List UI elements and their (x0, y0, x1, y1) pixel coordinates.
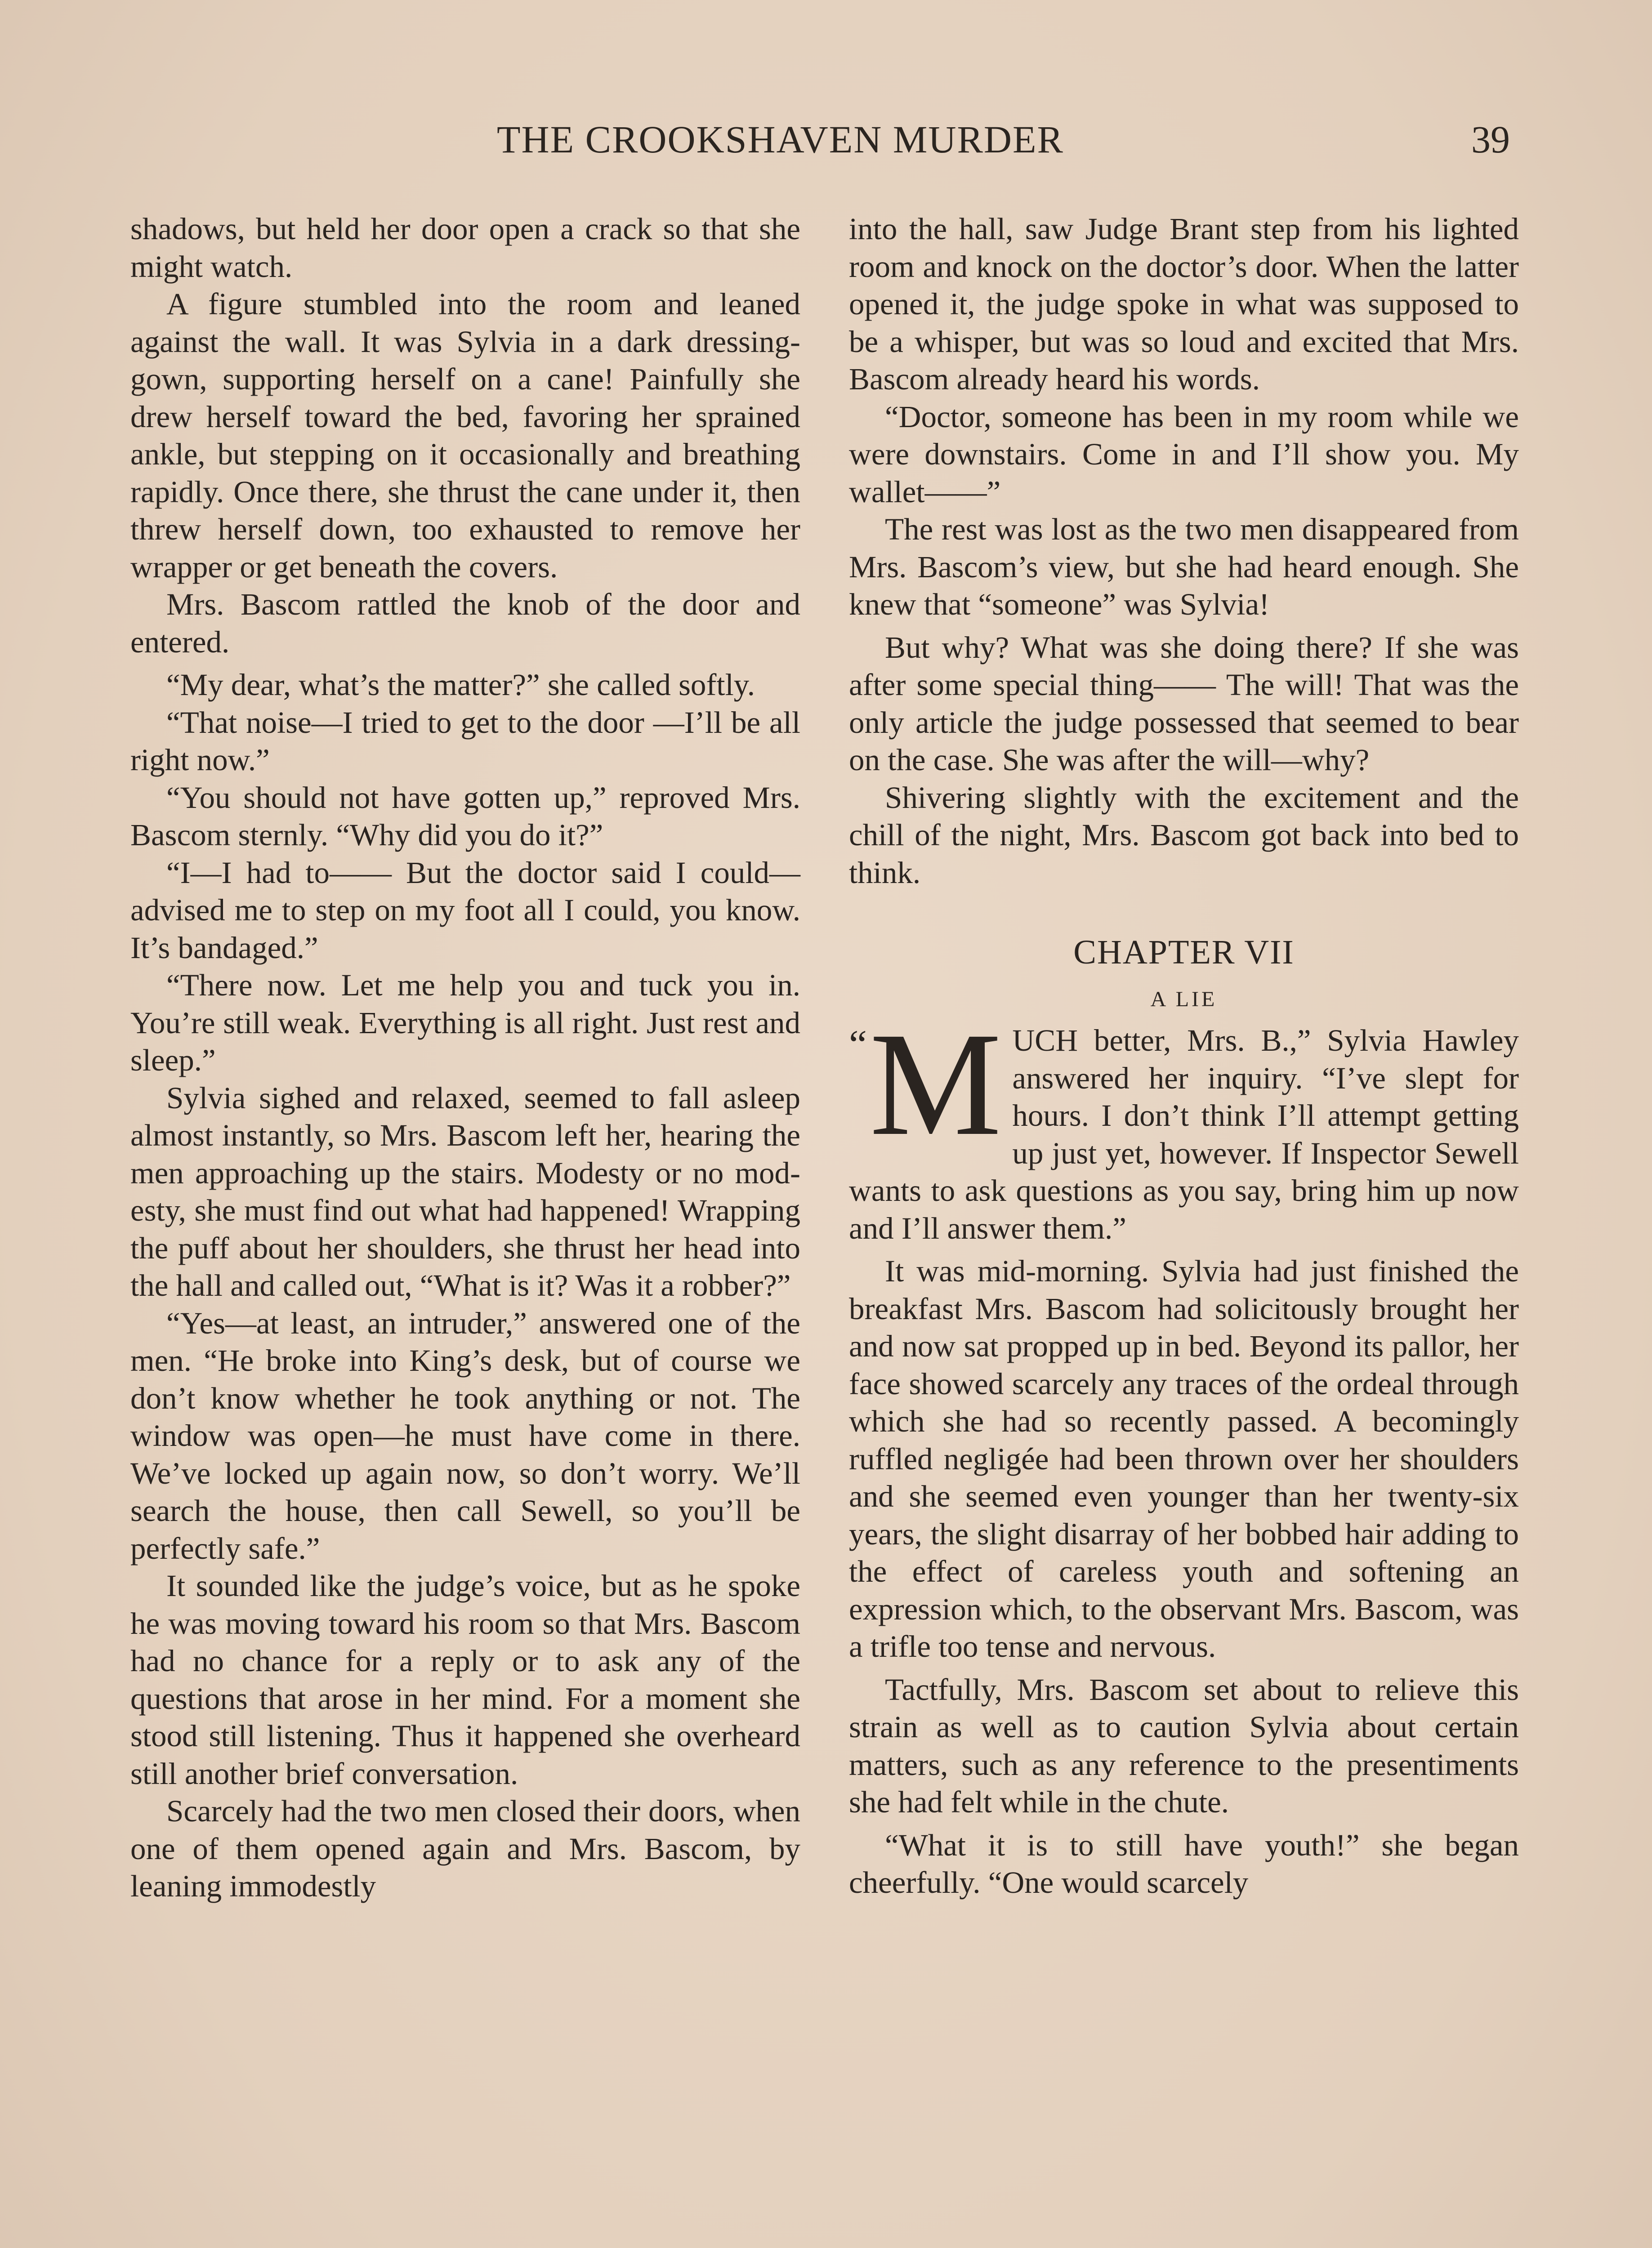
running-title: THE CROOKSHAVEN MURDER (497, 118, 1064, 161)
body-paragraph: It sounded like the judge’s voice, but as he spoke he was moving toward his room so that Mrs. Bascom had no chance for a reply or to ask any of the questions that arose in her mind. For a moment she stood still listening. Thus it happened she overheard still another brief conversation. (130, 1569, 800, 1791)
body-paragraph: Tactfully, Mrs. Bascom set about to relieve this strain as well as to caution Sylvia about certain matters, such as any reference to the presentiments she had felt while in the chute. (849, 1672, 1519, 1819)
body-paragraph: It was mid-morning. Sylvia had just finished the breakfast Mrs. Bascom had solicitously brought her and now sat propped up in bed. Beyond its pallor, her face showed scarcely any traces of the ordeal through which she had so recently passed. A becomingly ruffled negligée had been thrown over her shoulders and she seemed even younger than her twenty-six years, the slight disarray of her bobbed hair adding to the effect of careless youth and softening an expression which, to the observant Mrs. Bascom, was a trifle too tense and nervous. (849, 1254, 1519, 1664)
body-paragraph: “That noise—I tried to get to the door —I’ll be all right now.” (130, 705, 800, 777)
dropcap-quote: “ (849, 1022, 867, 1067)
body-paragraph: “My dear, what’s the matter?” she called softly. (166, 668, 755, 702)
chapter-opening-paragraph (849, 1002, 1519, 1247)
body-paragraph: shadows, but held her door open a crack so that she might watch. (130, 212, 800, 284)
chapter-subtitle: A LIE (1150, 987, 1218, 1011)
chapter-heading: CHAPTER VII (1073, 933, 1295, 971)
page-number: 39 (1471, 118, 1510, 161)
body-paragraph: The rest was lost as the two men disappeared from Mrs. Bascom’s view, but she had heard enough. She knew that “someone” was Sylvia! (849, 512, 1519, 621)
body-paragraph: Shivering slightly with the excitement and the chill of the night, Mrs. Bascom got back into bed to think. (849, 780, 1519, 890)
body-paragraph: “Yes—at least, an intruder,” answered one of the men. “He broke into King’s desk, but of course we don’t know whether he took anything or not. The window was open—he must have come in there. We’ve locked up again now, so don’t worry. We’ll search the house, then call Sewell, so you’ll be perfectly safe.” (130, 1306, 800, 1566)
body-paragraph: “You should not have gotten up,” reproved Mrs. Bascom sternly. “Why did you do it?” (130, 780, 800, 852)
body-paragraph: A figure stumbled into the room and leaned against the wall. It was Sylvia in a dark dressing-gown, supporting herself on a cane! Painfully she drew herself toward the bed, favoring her sprained ankle, but stepping on it occasionally and breathing rapidly. Once there, she thrust the cane under it, then threw herself down, too exhausted to remove her wrapper or get beneath the covers. (130, 287, 800, 584)
body-paragraph: Scarcely had the two men closed their doors, when one of them opened again and Mrs. Bascom, by leaning immodestly (130, 1794, 800, 1903)
chapter-opening-text: UCH better, Mrs. B.,” Sylvia Hawley answered her inquiry. “I’ve slept for hours. I don’t think I’ll attempt getting up just yet, however. If Inspector Sewell wants to ask questions as you say, bring him up now and I’ll answer them.” (849, 1023, 1519, 1245)
body-paragraph: But why? What was she doing there? If she was after some special thing—— The will! That was the only article the judge possessed that seemed to bear on the case. She was after the will—why? (849, 630, 1519, 777)
body-paragraph: Sylvia sighed and relaxed, seemed to fall asleep almost instantly, so Mrs. Bascom left her, hearing the men approaching up the stairs. Modesty or no modesty, she must find out what had happened! Wrapping the puff about her shoulders, she thrust her head into the hall and called out, “What is it? Was it a robber?” (130, 1080, 800, 1302)
dropcap-letter: M (869, 1002, 1002, 1166)
body-paragraph: “Doctor, someone has been in my room while we were downstairs. Come in and I’ll show you. My wallet——” (849, 399, 1519, 509)
body-paragraph: “I—I had to—— But the doctor said I could—advised me to step on my foot all I could, you know. It’s bandaged.” (130, 855, 800, 965)
body-paragraph: “There now. Let me help you and tuck you in. You’re still weak. Everything is all right. Just rest and sleep.” (130, 968, 800, 1077)
left-text-column (130, 210, 800, 1905)
body-paragraph: “What it is to still have youth!” she began cheerfully. “One would scarcely (849, 1828, 1519, 1900)
right-text-column (849, 210, 1519, 1902)
body-paragraph: into the hall, saw Judge Brant step from his lighted room and knock on the doctor’s door. When the latter opened it, the judge spoke in what was supposed to be a whisper, but was so loud and excited that Mrs. Bascom already heard his words. (849, 212, 1519, 396)
body-paragraph: Mrs. Bascom rattled the knob of the door and entered. (130, 587, 800, 659)
